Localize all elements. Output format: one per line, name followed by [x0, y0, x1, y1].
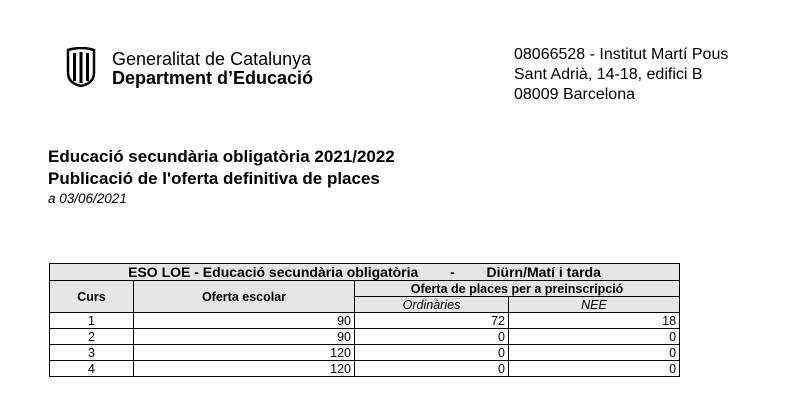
header-nee: NEE: [509, 297, 680, 313]
cell-nee: 0: [509, 361, 680, 377]
header-ordinaries: Ordinàries: [355, 297, 509, 313]
cell-curs: 1: [50, 313, 134, 329]
header-oferta-escolar: Oferta escolar: [134, 281, 355, 313]
cell-oferta: 90: [134, 313, 355, 329]
cell-ordinaries: 0: [355, 361, 509, 377]
cell-ordinaries: 0: [355, 345, 509, 361]
cell-oferta: 120: [134, 361, 355, 377]
generalitat-logo-icon: [66, 47, 96, 87]
header-preinscripcio: Oferta de places per a preinscripció: [355, 281, 680, 297]
cell-curs: 4: [50, 361, 134, 377]
title-line-1: Educació secundària obligatòria 2021/2022: [48, 147, 395, 166]
header-curs: Curs: [50, 281, 134, 313]
address-line: Sant Adrià, 14-18, edifici B: [514, 66, 703, 83]
school-address: [514, 45, 728, 105]
table-row: [50, 361, 680, 377]
address-line: 08009 Barcelona: [514, 86, 635, 103]
document-heading: [48, 146, 395, 207]
table-row: [50, 313, 680, 329]
address-line: 08066528 - Institut Martí Pous: [514, 46, 729, 63]
cell-nee: 18: [509, 313, 680, 329]
cell-nee: 0: [509, 329, 680, 345]
cell-curs: 3: [50, 345, 134, 361]
cell-nee: 0: [509, 345, 680, 361]
cell-oferta: 120: [134, 345, 355, 361]
department-name: Department d’Educació: [112, 68, 314, 88]
table-caption: [50, 264, 680, 281]
title-line-2: Publicació de l'oferta definitiva de places: [48, 169, 380, 188]
caption-program: ESO LOE - Educació secundària obligatòria: [128, 264, 419, 280]
organization-block: [112, 50, 313, 88]
cell-curs: 2: [50, 329, 134, 345]
places-offer-table: [49, 263, 680, 377]
org-name: Generalitat de Catalunya: [112, 49, 312, 69]
caption-schedule: Diürn/Matí i tarda: [486, 264, 601, 280]
cell-ordinaries: 0: [355, 329, 509, 345]
publication-date: a 03/06/2021: [48, 191, 127, 206]
caption-separator: -: [450, 264, 455, 280]
cell-oferta: 90: [134, 329, 355, 345]
table-row: [50, 329, 680, 345]
table-row: [50, 345, 680, 361]
cell-ordinaries: 72: [355, 313, 509, 329]
